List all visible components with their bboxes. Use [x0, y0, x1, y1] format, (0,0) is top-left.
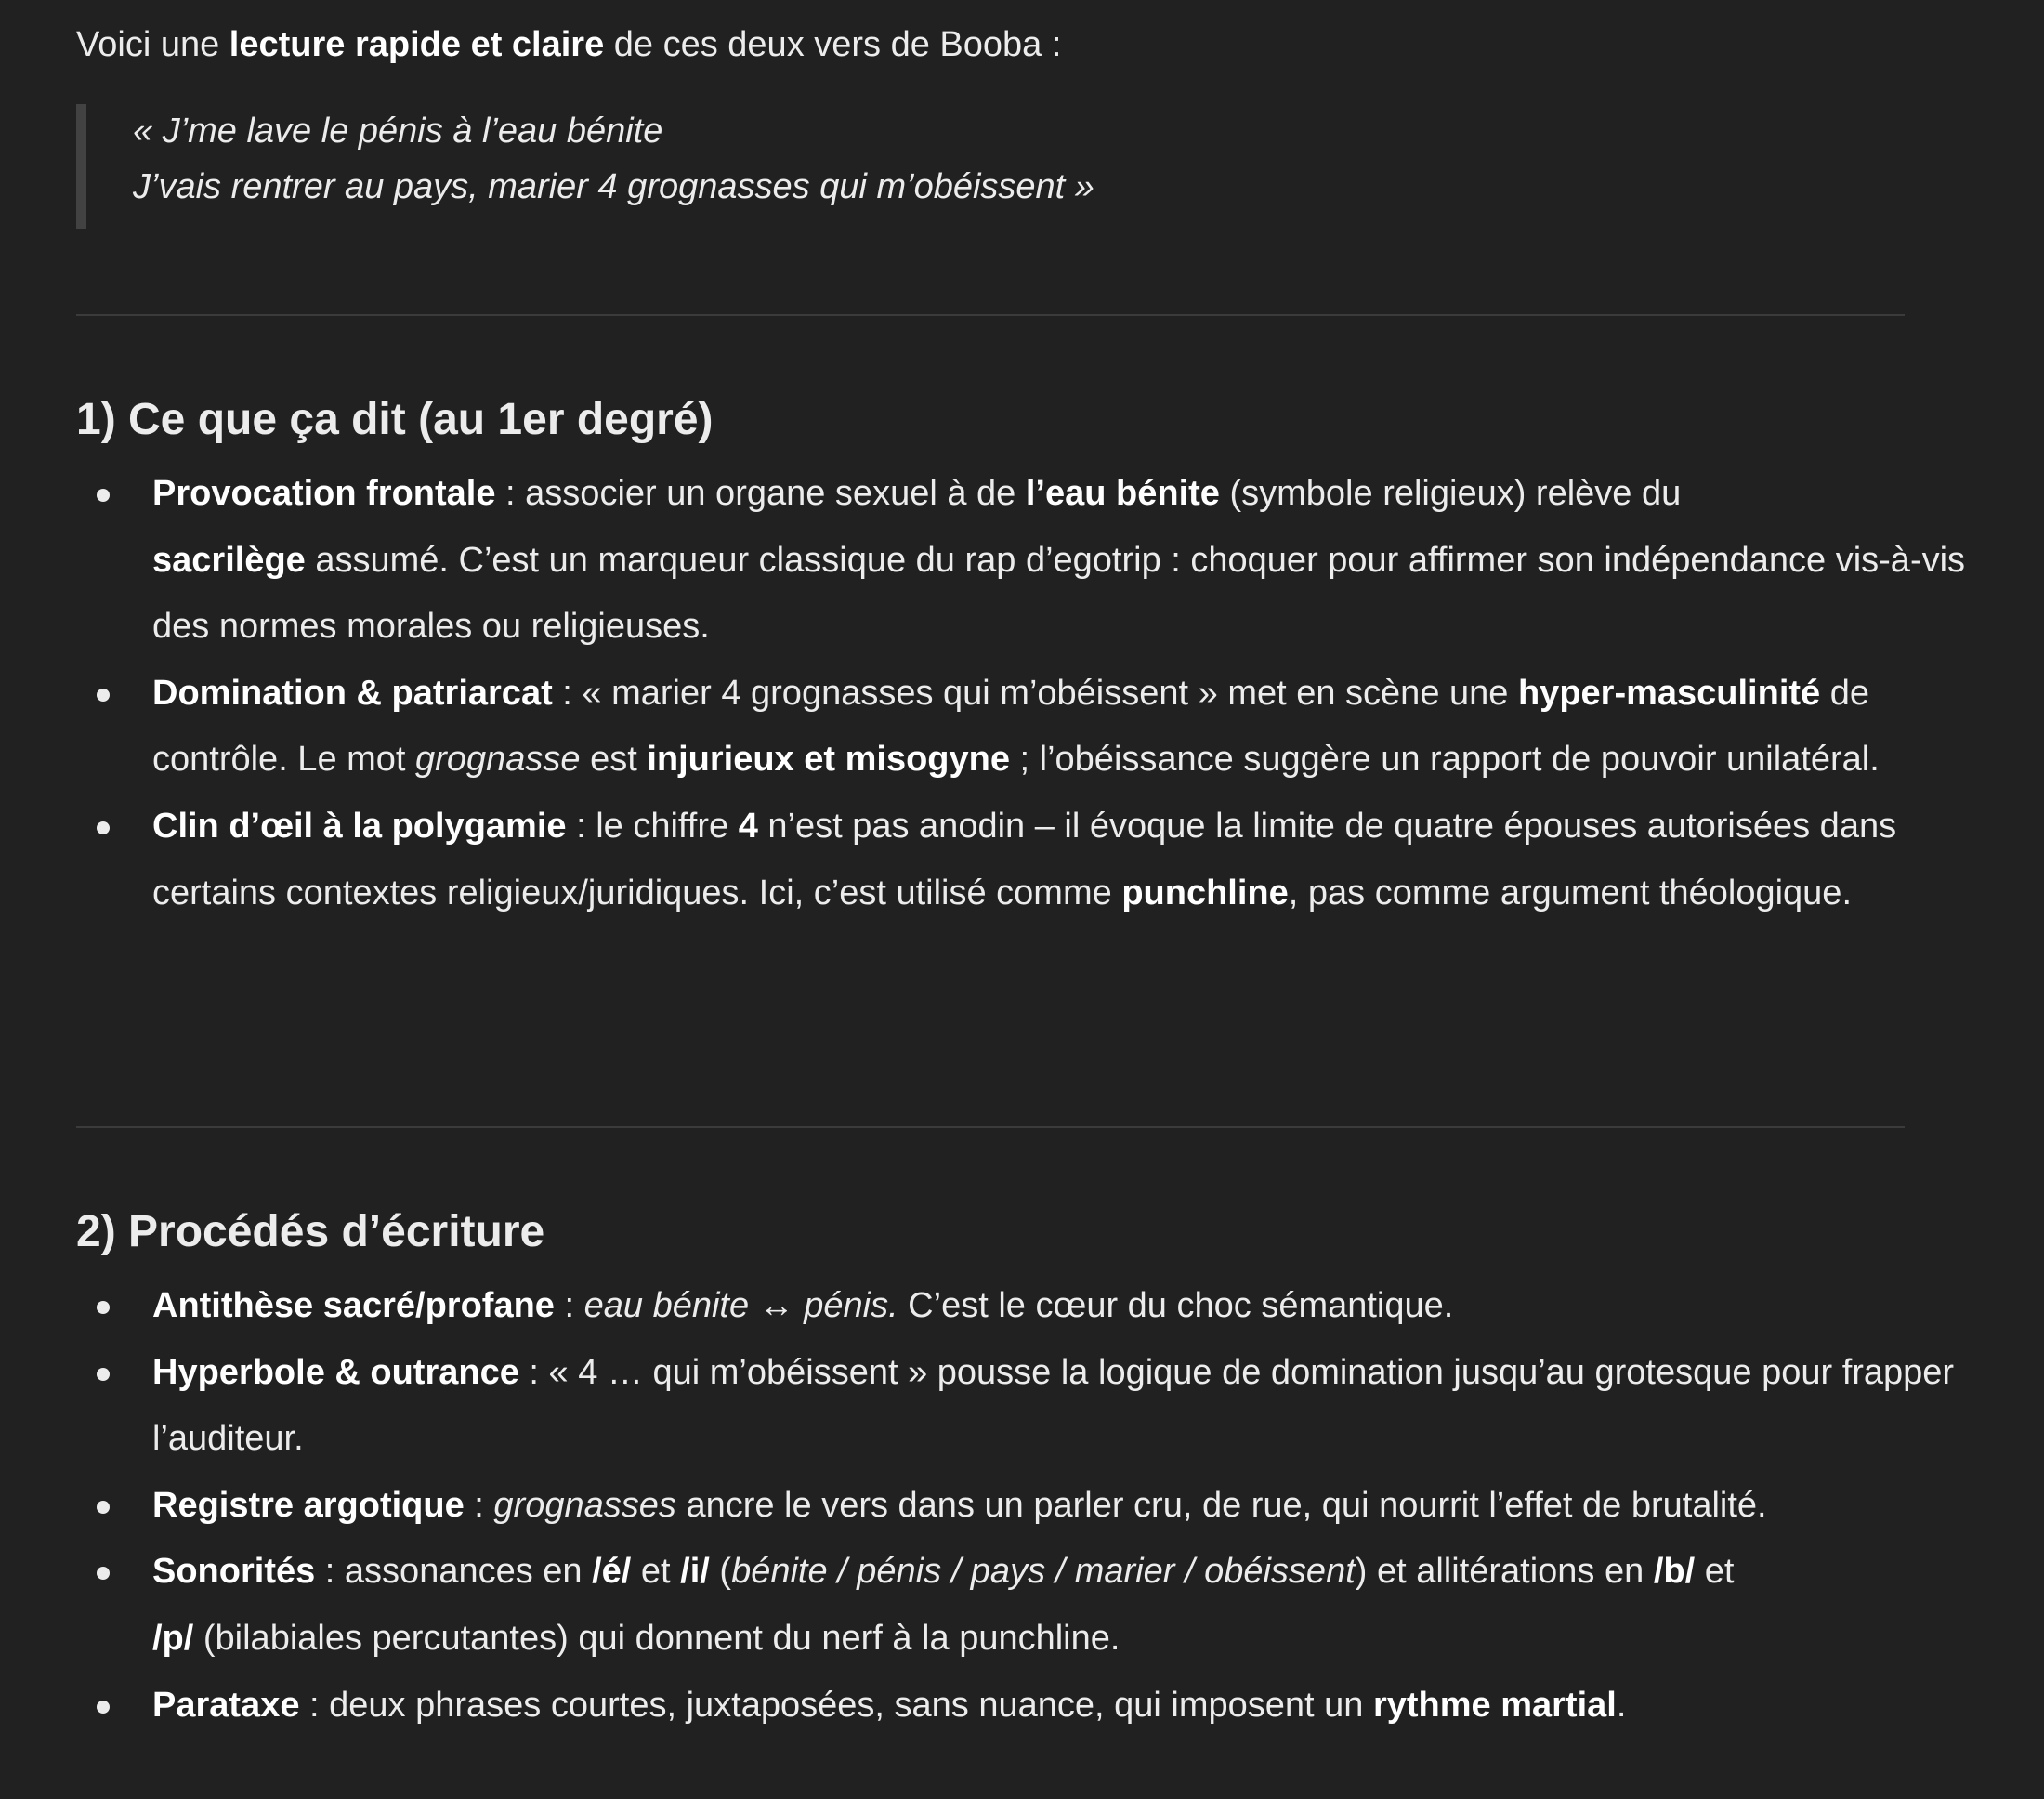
item-text: : « 4 … qui m’obéissent » pousse la logique de domination jusqu’au grotesque pour frapper l’auditeur. — [152, 1352, 1955, 1459]
list-item — [76, 1539, 1981, 1672]
section-1-list — [76, 461, 1981, 926]
divider — [76, 314, 1905, 316]
item-text: assumé. C’est un marqueur classique du rap d’egotrip : choquer pour affirmer son indépendance vis-à-vis des normes morales ou religieuses. — [152, 540, 1966, 647]
item-bold: rythme martial — [1372, 1685, 1617, 1725]
item-label: Sonorités — [152, 1552, 316, 1592]
item-label: Registre argotique — [152, 1485, 465, 1525]
item-bold: punchline — [1121, 873, 1289, 913]
bullet-icon — [97, 1567, 110, 1580]
item-label: Clin d’œil à la polygamie — [152, 806, 567, 846]
intro-text: Voici une — [76, 25, 229, 64]
item-text: : deux phrases courtes, juxtaposées, sans nuance, qui imposent un — [299, 1685, 1373, 1725]
section-1-heading: 1) Ce que ça dit (au 1er degré) — [76, 395, 714, 444]
bullet-icon — [97, 689, 110, 702]
bullet-icon — [97, 1701, 110, 1714]
intro-paragraph — [76, 20, 1061, 69]
list-item — [76, 1673, 1981, 1740]
item-bold: 4 — [738, 806, 758, 846]
item-italic: grognasse — [415, 740, 581, 780]
item-bold: injurieux et misogyne — [647, 740, 1010, 780]
lyrics-blockquote — [76, 104, 1656, 229]
intro-bold-text: lecture rapide et claire — [229, 25, 605, 64]
item-text: : — [464, 1485, 494, 1525]
item-text: : « marier 4 grognasses qui m’obéissent » met en scène une — [552, 673, 1518, 713]
divider — [76, 1126, 1905, 1128]
bullet-icon — [97, 1368, 110, 1381]
item-bold: hyper-masculinité — [1517, 673, 1821, 713]
item-text: C’est le cœur du choc sémantique. — [898, 1286, 1454, 1325]
item-bold: sacrilège — [152, 540, 306, 580]
item-text: n’est pas anodin – il évoque la limite de quatre épouses autorisées dans certains contextes religieux/juridiques. Ici, c’est utilisé comme — [152, 806, 1897, 913]
bullet-icon — [97, 1501, 110, 1514]
item-text: (bilabiales percutantes) qui donnent du nerf à la punchline. — [193, 1618, 1120, 1658]
item-bold: l’eau bénite — [1025, 474, 1220, 513]
quote-line-1: « J’me lave le pénis à l’eau bénite — [133, 112, 663, 151]
item-text: ( — [709, 1552, 732, 1592]
section-2-heading: 2) Procédés d’écriture — [76, 1207, 545, 1256]
item-label: Provocation frontale — [152, 474, 496, 513]
item-italic: grognasses — [493, 1485, 676, 1525]
list-item — [76, 794, 1981, 926]
item-bold: /é/ — [592, 1552, 632, 1592]
item-bold: /i/ — [680, 1552, 710, 1592]
list-item — [76, 661, 1981, 794]
list-item — [76, 1273, 1981, 1340]
item-text: (symbole religieux) relève du — [1219, 474, 1682, 513]
item-label: Hyperbole & outrance — [152, 1352, 519, 1392]
intro-text-end: de ces deux vers de Booba : — [604, 25, 1062, 64]
bullet-icon — [97, 489, 110, 502]
item-text: de contrôle. Le mot — [152, 673, 1870, 780]
item-text: . — [1616, 1685, 1627, 1725]
quote-line-2: J’vais rentrer au pays, marier 4 grognasses qui m’obéissent » — [133, 167, 1094, 206]
item-italic: eau bénite ↔ pénis. — [583, 1286, 898, 1325]
item-label: Antithèse sacré/profane — [152, 1286, 555, 1325]
item-bold: /p/ — [152, 1618, 194, 1658]
item-text: est — [580, 740, 648, 780]
item-text: et — [631, 1552, 681, 1592]
item-text: : le chiffre — [566, 806, 739, 846]
list-item — [76, 1473, 1981, 1540]
item-text: et — [1695, 1552, 1735, 1592]
section-2-list — [76, 1273, 1981, 1739]
item-text: : assonances en — [315, 1552, 593, 1592]
item-bold: /b/ — [1653, 1552, 1696, 1592]
item-italic: bénite / pénis / pays / marier / obéissent — [731, 1552, 1356, 1592]
list-item — [76, 461, 1981, 661]
item-label: Parataxe — [152, 1685, 300, 1725]
item-label: Domination & patriarcat — [152, 673, 553, 713]
item-text: ancre le vers dans un parler cru, de rue, qui nourrit l’effet de brutalité. — [675, 1485, 1767, 1525]
bullet-icon — [97, 821, 110, 834]
item-text: : — [554, 1286, 584, 1325]
list-item — [76, 1340, 1981, 1473]
item-text: , pas comme argument théologique. — [1288, 873, 1853, 913]
item-text: ; l’obéissance suggère un rapport de pouvoir unilatéral. — [1009, 740, 1880, 780]
bullet-icon — [97, 1301, 110, 1314]
item-text: : associer un organe sexuel à de — [495, 474, 1026, 513]
item-text: ) et allitérations en — [1355, 1552, 1654, 1592]
